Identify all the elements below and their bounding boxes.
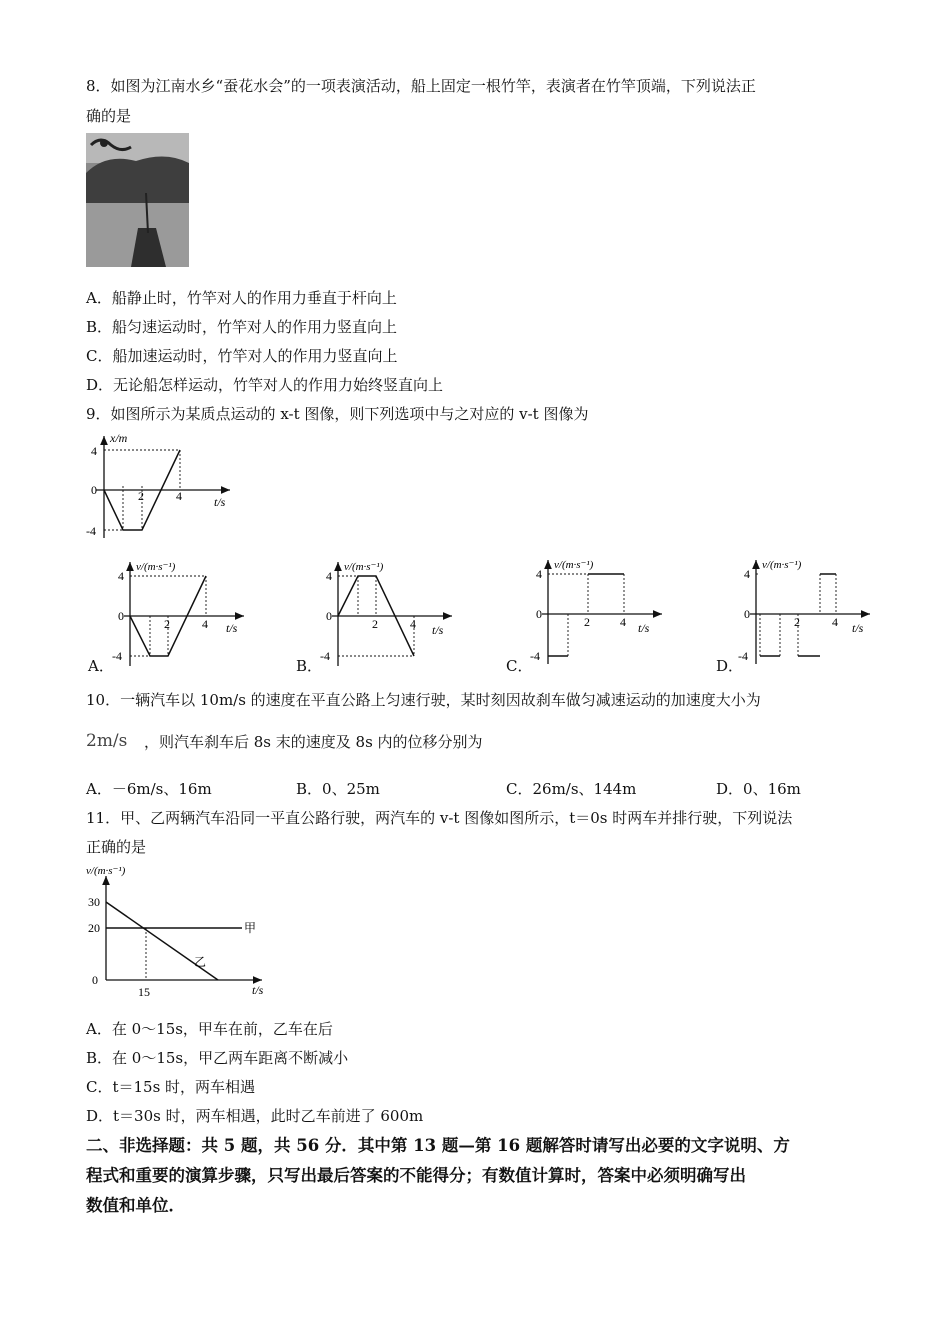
q8-stem-line1: 8．如图为江南水乡“蚕花水会”的一项表演活动，船上固定一根竹竿，表演者在竹竿顶端，下列说法正: [86, 77, 756, 95]
section2-line3: 数值和单位．: [86, 1196, 185, 1215]
q8-option-c: C．船加速运动时，竹竿对人的作用力竖直向上: [86, 347, 398, 365]
q9-option-d-label: D．: [716, 657, 744, 675]
q11-vt-graph: [86, 862, 276, 1002]
tick-x-4: 4: [202, 617, 208, 631]
tick-0: 0: [744, 607, 750, 621]
q9-option-a-label: A．: [88, 657, 114, 675]
tick-y-neg4: -4: [112, 649, 122, 663]
q9-option-b-label: B．: [296, 657, 323, 675]
tick-y-4: 4: [91, 444, 97, 458]
y-label: v/(m·s⁻¹): [86, 865, 126, 877]
tick-x-4: 4: [620, 615, 626, 629]
tick-y-4: 4: [536, 567, 542, 581]
tick-x-4: 4: [832, 615, 838, 629]
tick-x-2: 2: [794, 615, 800, 629]
q11-option-c: C．t＝15s 时，两车相遇: [86, 1078, 256, 1096]
tick-x-15: 15: [138, 985, 150, 999]
x-label: t/s: [226, 621, 238, 635]
x-label: t/s: [214, 495, 226, 509]
tick-0: 0: [118, 609, 124, 623]
y-label: v/(m·s⁻¹): [344, 561, 384, 573]
x-label: t/s: [638, 621, 650, 635]
q11-option-d: D．t＝30s 时，两车相遇，此时乙车前进了 600m: [86, 1107, 424, 1125]
q9-xt-graph: [86, 430, 236, 542]
y-label: v/(m·s⁻¹): [136, 561, 176, 573]
tick-x-2: 2: [138, 489, 144, 503]
tick-y-4: 4: [326, 569, 332, 583]
q8-option-d: D．无论船怎样运动，竹竿对人的作用力始终竖直向上: [86, 376, 444, 394]
q11-stem-line1: 11．甲、乙两辆汽车沿同一平直公路行驶，两汽车的 v-t 图像如图所示，t＝0s 时两车并排行驶，下列说法: [86, 809, 793, 827]
tick-x-4: 4: [176, 489, 182, 503]
label-yi: 乙: [194, 955, 207, 969]
section2-line1: 二、非选择题：共 5 题，共 56 分．其中第 13 题—第 16 题解答时请写出必要的文字说明、方: [86, 1136, 790, 1155]
q10-option-d: D．0、16m: [716, 780, 801, 798]
tick-x-2: 2: [372, 617, 378, 631]
q10-accel-value: 2m/s: [86, 731, 128, 751]
tick-y-4: 4: [118, 569, 124, 583]
q9-option-b-graph: [318, 558, 458, 670]
tick-y-neg4: -4: [320, 649, 330, 663]
q11-option-a: A．在 0～15s，甲车在前，乙车在后: [86, 1020, 333, 1038]
q9-stem: 9．如图所示为某质点运动的 x-t 图像，则下列选项中与之对应的 v-t 图像为: [86, 405, 589, 423]
x-label: t/s: [852, 621, 864, 635]
q9-option-a-graph: [110, 558, 250, 670]
q10-option-a: A．－6m/s、16m: [86, 780, 212, 798]
tick-x-4: 4: [410, 617, 416, 631]
tick-y-neg4: -4: [738, 649, 748, 663]
q10-option-b: B．0、25m: [296, 780, 380, 798]
q9-option-c-label: C．: [506, 657, 533, 675]
q8-option-a: A．船静止时，竹竿对人的作用力垂直于杆向上: [86, 289, 397, 307]
q11-stem-line2: 正确的是: [86, 838, 147, 856]
section2-line2: 程式和重要的演算步骤，只写出最后答案的不能得分；有数值计算时，答案中必须明确写出: [86, 1166, 746, 1185]
x-label: t/s: [252, 983, 264, 997]
x-label: t/s: [432, 623, 444, 637]
q11-option-b: B．在 0～15s，甲乙两车距离不断减小: [86, 1049, 349, 1067]
tick-0: 0: [91, 483, 97, 497]
q9-option-d-graph: [736, 556, 876, 668]
tick-0: 0: [536, 607, 542, 621]
tick-0: 0: [92, 973, 98, 987]
y-label: x/m: [110, 431, 128, 445]
label-jia: 甲: [244, 921, 257, 935]
q10-option-c: C．26m/s、144m: [506, 780, 637, 798]
tick-y-neg4: -4: [530, 649, 540, 663]
q9-option-c-graph: [528, 556, 668, 668]
performer-on-bamboo-pole-photo: [86, 133, 189, 267]
y-label: v/(m·s⁻¹): [762, 559, 802, 571]
tick-0: 0: [326, 609, 332, 623]
tick-y-4: 4: [744, 567, 750, 581]
tick-y-30: 30: [88, 895, 100, 909]
y-label: v/(m·s⁻¹): [554, 559, 594, 571]
tick-x-2: 2: [584, 615, 590, 629]
q8-stem-line2: 确的是: [86, 107, 132, 125]
tick-x-2: 2: [164, 617, 170, 631]
q10-stem-line1: 10．一辆汽车以 10m/s 的速度在平直公路上匀速行驶，某时刻因故刹车做匀减速运动的加速度大小为: [86, 691, 761, 709]
q10-stem-line2: ，则汽车刹车后 8s 末的速度及 8s 内的位移分别为: [144, 733, 483, 751]
tick-y-neg4: -4: [86, 524, 96, 538]
tick-y-20: 20: [88, 921, 100, 935]
q8-option-b: B．船匀速运动时，竹竿对人的作用力竖直向上: [86, 318, 398, 336]
